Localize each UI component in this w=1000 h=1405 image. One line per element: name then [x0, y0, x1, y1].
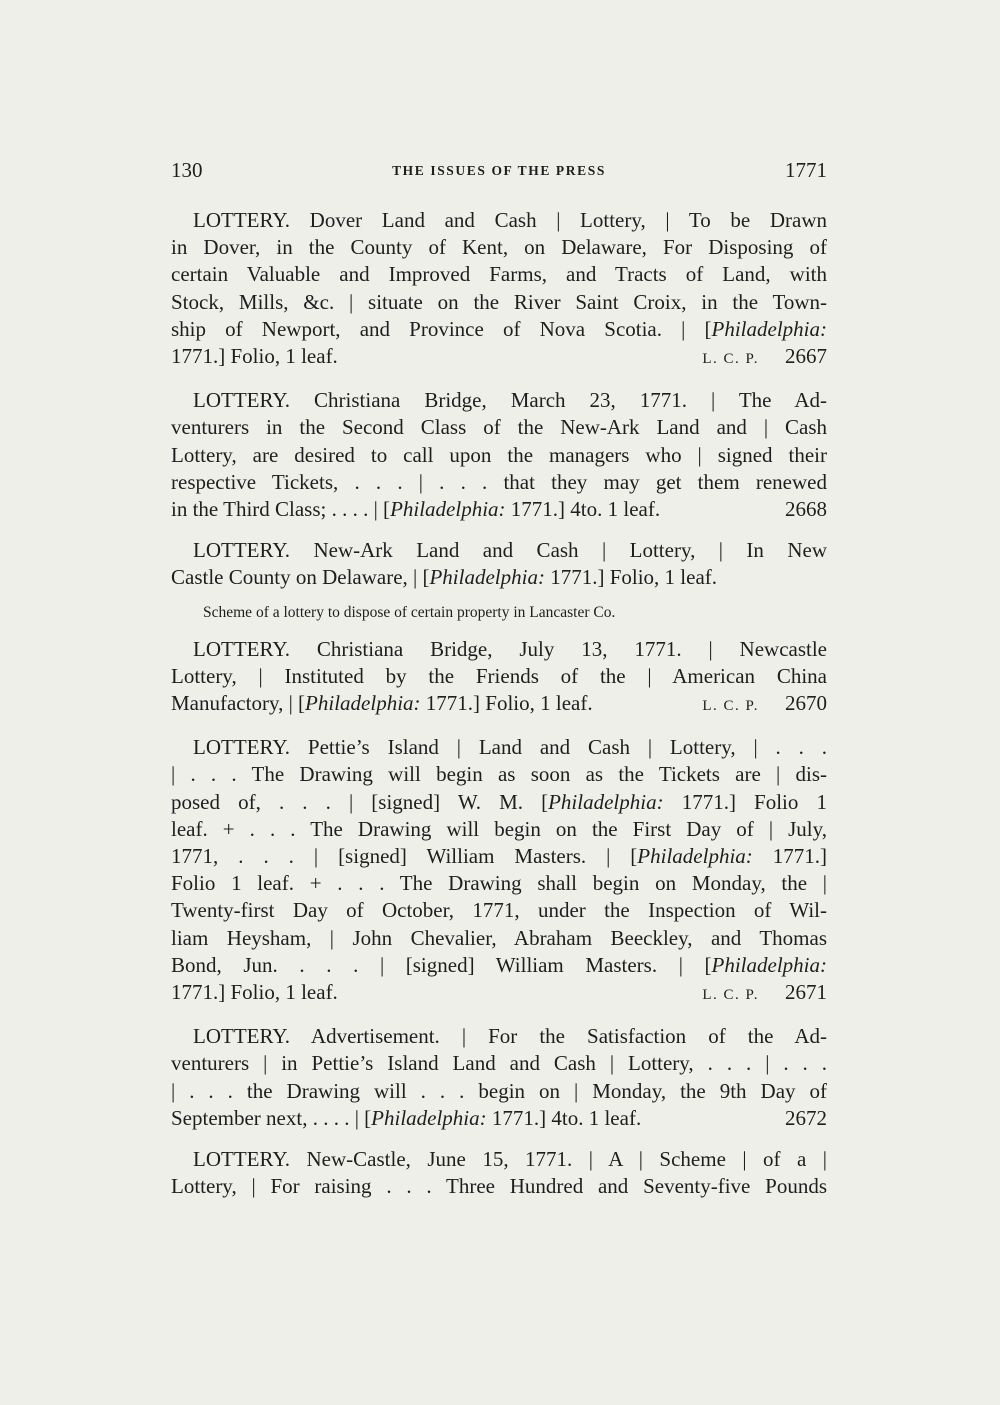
running-title: THE ISSUES OF THE PRESS — [392, 163, 606, 178]
entry-last-line: Castle County on Delaware, | [Philadelphia: 1771.] Folio, 1 leaf. — [171, 565, 718, 590]
catalog-entry — [171, 387, 827, 523]
entry-line: posed of, . . . | [signed] W. M. [Philadelphia: 1771.] Folio 1 — [171, 789, 827, 814]
library-reference — [785, 1105, 827, 1132]
entry-line: liam Heysham, | John Chevalier, Abraham Beeckley, and Thomas — [171, 925, 827, 950]
entry-last-text: September next, . . . . | [Philadelphia: 1771.] 4to. 1 leaf. — [171, 1105, 642, 1130]
entry-line: Lottery, are desired to call upon the managers who | signed their — [171, 442, 827, 467]
entry-line: in Dover, in the County of Kent, on Delaware, For Disposing of — [171, 235, 827, 260]
entry-last-line — [171, 343, 827, 373]
library-reference — [785, 496, 827, 523]
entry-line: certain Valuable and Improved Farms, and Tracts of Land, with — [171, 262, 827, 287]
entry-line: LOTTERY. Christiana Bridge, March 23, 1771. | The Ad- — [193, 388, 827, 413]
entry-line: venturers | in Pettie’s Island Land and Cash | Lottery, . . . | . . . — [171, 1051, 827, 1076]
entry-last-text: Manufactory, | [Philadelphia: 1771.] Folio, 1 leaf. — [171, 691, 593, 716]
entry-line: LOTTERY. Advertisement. | For the Satisfaction of the Ad- — [193, 1024, 827, 1049]
entry-last-text: in the Third Class; . . . . | [Philadelphia: 1771.] 4to. 1 leaf. — [171, 497, 661, 522]
entry-line: Bond, Jun. . . . | [signed] William Masters. | [Philadelphia: — [171, 952, 827, 977]
catalog-entry — [171, 207, 827, 373]
catalog-entry — [171, 1146, 827, 1200]
library-reference — [702, 690, 827, 720]
entry-line: | . . . The Drawing will begin as soon as the Tickets are | dis- — [171, 762, 827, 787]
page-number: 130 — [171, 158, 203, 182]
library-reference — [702, 979, 827, 1009]
entry-line: venturers in the Second Class of the New-Ark Land and | Cash — [171, 415, 827, 440]
entry-line: Twenty-first Day of October, 1771, under the Inspection of Wil- — [171, 898, 827, 923]
entry-line: LOTTERY. New-Ark Land and Cash | Lottery, | In New — [193, 538, 827, 563]
entry-number: 2668 — [785, 497, 827, 522]
entry-last-line — [171, 979, 827, 1009]
entry-number: 2672 — [785, 1105, 827, 1130]
entry-line: LOTTERY. Pettie’s Island | Land and Cash | Lottery, | . . . — [193, 735, 827, 760]
entry-number: 2667 — [785, 344, 827, 369]
catalog-entry — [171, 734, 827, 1009]
entry-last-text: 1771.] Folio, 1 leaf. — [171, 344, 338, 369]
library-reference — [702, 343, 827, 373]
entry-line: Lottery, | Instituted by the Friends of the | American China — [171, 663, 827, 688]
entry-note: Scheme of a lottery to dispose of certain property in Lancaster Co. — [203, 603, 616, 621]
entry-line: 1771, . . . | [signed] William Masters. | [Philadelphia: 1771.] — [171, 844, 827, 869]
entry-number: 2670 — [785, 691, 827, 716]
running-head — [171, 158, 827, 188]
entry-line: ship of Newport, and Province of Nova Scotia. | [Philadelphia: — [171, 316, 827, 341]
library-code: L. C. P. — [702, 987, 759, 1004]
catalog-entry — [171, 636, 827, 721]
running-year: 1771 — [785, 158, 827, 182]
entry-line: LOTTERY. New-Castle, June 15, 1771. | A | Scheme | of a | — [193, 1147, 827, 1172]
entry-line: Stock, Mills, &c. | situate on the River Saint Croix, in the Town- — [171, 289, 827, 314]
entries-list — [171, 207, 827, 1215]
catalog-entry — [171, 1023, 827, 1132]
entry-last-line — [171, 1105, 827, 1132]
entry-last-line — [171, 496, 827, 523]
library-code: L. C. P. — [702, 351, 759, 368]
catalog-entry — [171, 537, 827, 591]
entry-last-line — [171, 690, 827, 720]
entry-line: leaf. + . . . The Drawing will begin on the First Day of | July, — [171, 816, 827, 841]
entry-line: Lottery, | For raising . . . Three Hundred and Seventy-five Pounds — [171, 1174, 827, 1199]
entry-line: respective Tickets, . . . | . . . that they may get them renewed — [171, 469, 827, 494]
entry-line: | . . . the Drawing will . . . begin on | Monday, the 9th Day of — [171, 1078, 827, 1103]
entry-last-text: 1771.] Folio, 1 leaf. — [171, 980, 338, 1005]
entry-line: LOTTERY. Dover Land and Cash | Lottery, | To be Drawn — [193, 208, 827, 232]
entry-line: Folio 1 leaf. + . . . The Drawing shall begin on Monday, the | — [171, 871, 827, 896]
entry-line: LOTTERY. Christiana Bridge, July 13, 1771. | Newcastle — [193, 636, 827, 661]
library-code: L. C. P. — [702, 698, 759, 715]
entry-number: 2671 — [785, 980, 827, 1005]
